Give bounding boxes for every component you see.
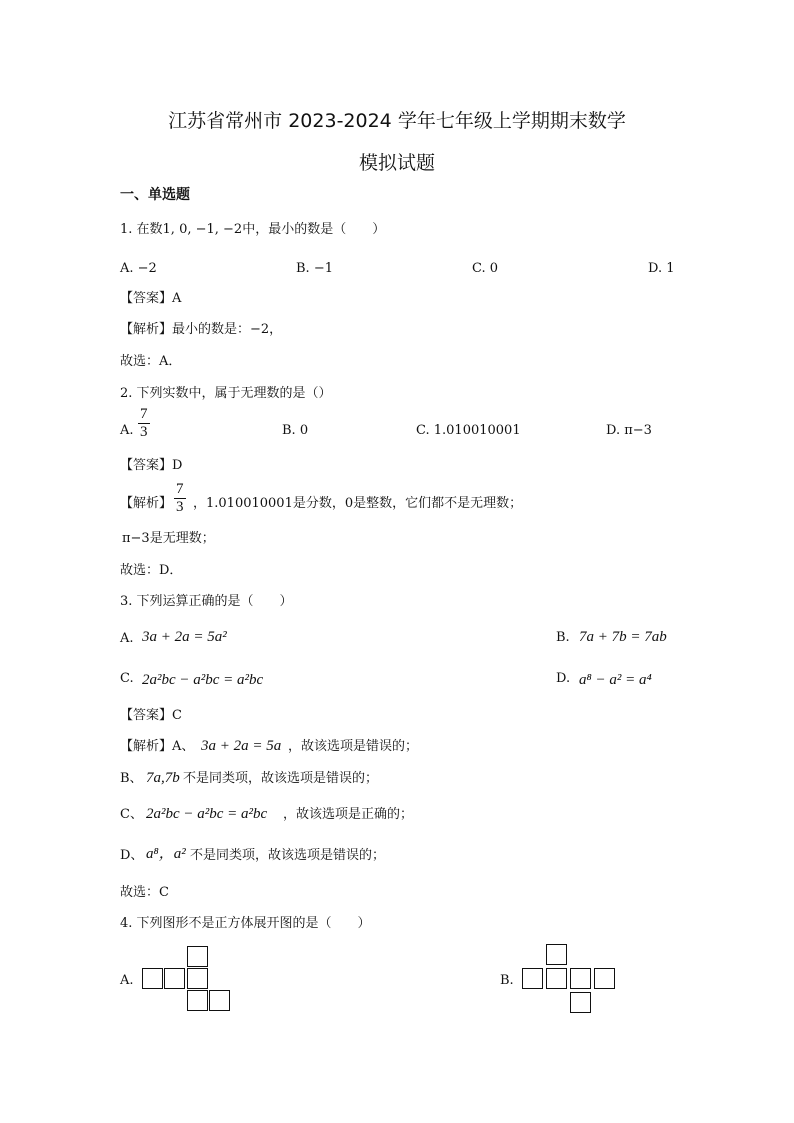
q3-option-a-label: A. xyxy=(120,631,134,646)
net-square xyxy=(209,990,230,1011)
q3-answer: 【答案】C xyxy=(120,708,182,723)
q2-conclusion: 故选：D． xyxy=(120,563,183,578)
q2-analysis-fraction xyxy=(174,481,186,516)
q1-answer: 【答案】A xyxy=(120,291,182,306)
q4-option-b-label: B. xyxy=(500,973,514,988)
q1-option-d: D. 1 xyxy=(648,261,675,276)
q3-option-d-expr: a⁸ − a² = a⁴ xyxy=(579,672,652,688)
doc-title-line1: 江苏省常州市 2023-2024 学年七年级上学期期末数学 xyxy=(168,110,626,132)
q3-analysis-d-prefix: D、 xyxy=(120,848,144,863)
q2-option-a-label: A. xyxy=(120,423,134,438)
q2-answer: 【答案】D xyxy=(120,458,183,473)
q3-analysis-b-prefix: B、 xyxy=(120,771,143,786)
net-square xyxy=(142,968,163,989)
q1-option-c: C. 0 xyxy=(472,261,499,276)
q3-analysis-c-rest: ，故该选项是正确的； xyxy=(283,807,414,822)
net-square xyxy=(594,968,615,989)
q3-analysis-a-expr: 3a + 2a = 5a xyxy=(201,738,282,754)
net-square xyxy=(570,992,591,1013)
q3-option-b-label: B. xyxy=(556,630,570,645)
q2-option-c: C. 1.010010001 xyxy=(416,423,521,438)
q3-analysis-b-expr: 7a,7b xyxy=(146,770,180,786)
net-square xyxy=(546,944,567,965)
net-square xyxy=(187,990,208,1011)
q1-analysis: 【解析】最小的数是：−2， xyxy=(120,322,283,337)
q1-option-b: B. −1 xyxy=(296,261,333,276)
q3-analysis-c-expr: 2a²bc − a²bc = a²bc xyxy=(146,806,268,822)
net-square xyxy=(164,968,185,989)
q4-option-a-label: A. xyxy=(120,973,134,988)
fraction-denominator: 3 xyxy=(140,424,148,440)
q4-stem: 4. 下列图形不是正方体展开图的是（ ） xyxy=(120,916,371,931)
q2-option-b: B. 0 xyxy=(282,423,309,438)
q3-analysis-c-prefix: C、 xyxy=(120,807,143,822)
q3-option-d-label: D. xyxy=(556,671,571,686)
q3-analysis-a-rest: ，故该选项是错误的； xyxy=(288,739,419,754)
q1-option-a: A. −2 xyxy=(120,261,157,276)
q2-analysis-line2: π−3是无理数； xyxy=(122,531,215,546)
fraction-denominator: 3 xyxy=(176,499,184,515)
q2-analysis-rest: ，1.010010001是分数，0是整数，它们都不是无理数； xyxy=(193,496,523,511)
net-square xyxy=(522,968,543,989)
q3-option-a-expr: 3a + 2a = 5a² xyxy=(142,629,227,645)
q3-stem: 3. 下列运算正确的是（ ） xyxy=(120,594,293,609)
q3-analysis-a-prefix: 【解析】A、 xyxy=(120,739,195,754)
q2-option-d: D. π−3 xyxy=(606,423,652,438)
q3-analysis-d-rest: 不是同类项，故该选项是错误的； xyxy=(190,848,386,863)
net-square xyxy=(546,968,567,989)
q1-conclusion: 故选：A． xyxy=(120,354,182,369)
q1-stem: 1. 在数1, 0, −1, −2中，最小的数是（ ） xyxy=(120,222,386,237)
q3-analysis-d-expr: a⁸，a² xyxy=(146,846,186,862)
net-square xyxy=(570,968,591,989)
q3-option-c-label: C. xyxy=(120,671,134,686)
q2-option-a-fraction xyxy=(138,406,150,441)
net-square xyxy=(187,968,208,989)
section-heading: 一、单选题 xyxy=(120,187,190,203)
fraction-numerator: 7 xyxy=(140,406,148,422)
q3-analysis-b-rest: 不是同类项，故该选项是错误的； xyxy=(183,771,379,786)
doc-title-line2: 模拟试题 xyxy=(358,152,435,174)
q2-analysis-prefix: 【解析】 xyxy=(120,496,173,511)
fraction-numerator: 7 xyxy=(176,481,184,497)
q3-option-c-expr: 2a²bc − a²bc = a²bc xyxy=(142,672,264,688)
net-square xyxy=(187,946,208,967)
q2-stem: 2. 下列实数中，属于无理数的是（） xyxy=(120,386,332,401)
q3-conclusion: 故选：C xyxy=(120,885,169,900)
q3-option-b-expr: 7a + 7b = 7ab xyxy=(579,629,667,645)
